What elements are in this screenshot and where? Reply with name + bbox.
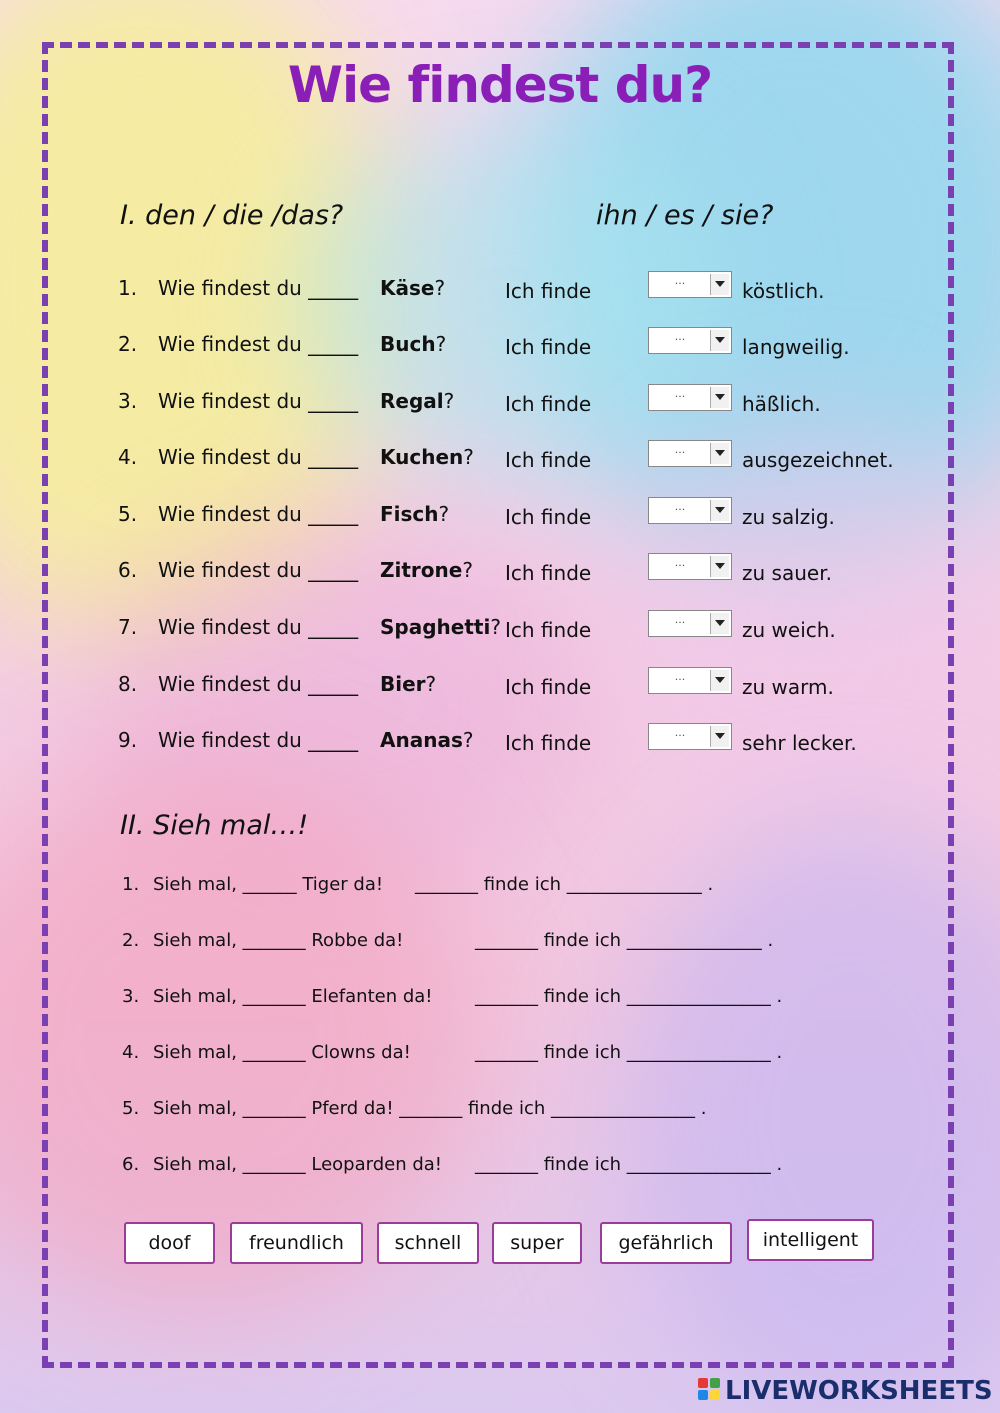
question-noun: Bier? <box>380 672 437 696</box>
sentence-number: 3. <box>122 986 140 1007</box>
question-noun: Kuchen? <box>380 445 474 469</box>
answer-adjective: köstlich. <box>742 279 825 303</box>
chevron-down-icon[interactable] <box>710 670 729 691</box>
answer-prefix: Ich finde <box>505 392 592 416</box>
answer-adjective: zu sauer. <box>742 561 832 585</box>
answer-adjective: ausgezeichnet. <box>742 448 894 472</box>
dropdown-value: ... <box>674 274 686 287</box>
liveworksheets-logo-icon <box>698 1378 722 1402</box>
answer-prefix: Ich finde <box>505 731 592 755</box>
sentence-part-a: Sieh mal, _______ Pferd da! _______ finde ich ________________ . <box>153 1098 707 1119</box>
sentence-part-a: Sieh mal, _______ Clowns da! <box>153 1042 411 1063</box>
question-noun: Regal? <box>380 389 455 413</box>
question-text: Wie findest du _____ <box>158 558 359 582</box>
question-number: 9. <box>118 728 138 752</box>
sentence-part-a: Sieh mal, ______ Tiger da! <box>153 874 384 895</box>
question-noun: Spaghetti? <box>380 615 501 639</box>
question-number: 7. <box>118 615 138 639</box>
word-bank-item[interactable]: super <box>492 1222 582 1264</box>
question-text: Wie findest du _____ <box>158 332 359 356</box>
question-text: Wie findest du _____ <box>158 445 359 469</box>
pronoun-dropdown[interactable] <box>648 384 732 411</box>
sentence-part-b: _______ finde ich ________________ . <box>475 1042 783 1063</box>
sentence-part-a: Sieh mal, _______ Robbe da! <box>153 930 404 951</box>
word-bank-item[interactable]: gefährlich <box>600 1222 732 1264</box>
sentence-part-b: _______ finde ich ________________ . <box>475 1154 783 1175</box>
sentence-part-a: Sieh mal, _______ Leoparden da! <box>153 1154 443 1175</box>
chevron-down-icon[interactable] <box>710 726 729 747</box>
question-number: 2. <box>118 332 138 356</box>
answer-prefix: Ich finde <box>505 448 592 472</box>
answer-adjective: häßlich. <box>742 392 821 416</box>
dropdown-value: ... <box>674 726 686 739</box>
dropdown-value: ... <box>674 443 686 456</box>
question-text: Wie findest du _____ <box>158 672 359 696</box>
question-number: 3. <box>118 389 138 413</box>
section1-subheading: ihn / es / sie? <box>596 200 774 231</box>
liveworksheets-brand <box>698 1376 993 1406</box>
answer-prefix: Ich finde <box>505 618 592 642</box>
dropdown-value: ... <box>674 556 686 569</box>
question-text: Wie findest du _____ <box>158 276 359 300</box>
question-number: 6. <box>118 558 138 582</box>
question-number: 5. <box>118 502 138 526</box>
sentence-part-b: _______ finde ich ________________ . <box>475 986 783 1007</box>
sentence-part-a: Sieh mal, _______ Elefanten da! <box>153 986 433 1007</box>
sentence-number: 2. <box>122 930 140 951</box>
section2-heading: II. Sieh mal…! <box>120 810 309 841</box>
answer-adjective: zu warm. <box>742 675 834 699</box>
sentence-number: 6. <box>122 1154 140 1175</box>
word-bank-item[interactable]: doof <box>124 1222 215 1264</box>
answer-prefix: Ich finde <box>505 675 592 699</box>
dropdown-value: ... <box>674 670 686 683</box>
question-noun: Zitrone? <box>380 558 473 582</box>
sentence-part-b: _______ finde ich _______________ . <box>415 874 714 895</box>
sentence-number: 5. <box>122 1098 140 1119</box>
word-bank-item[interactable]: intelligent <box>747 1219 874 1261</box>
dropdown-value: ... <box>674 500 686 513</box>
pronoun-dropdown[interactable] <box>648 271 732 298</box>
question-number: 1. <box>118 276 138 300</box>
question-noun: Ananas? <box>380 728 474 752</box>
question-number: 8. <box>118 672 138 696</box>
answer-prefix: Ich finde <box>505 505 592 529</box>
answer-adjective: zu salzig. <box>742 505 835 529</box>
question-text: Wie findest du _____ <box>158 502 359 526</box>
pronoun-dropdown[interactable] <box>648 497 732 524</box>
answer-prefix: Ich finde <box>505 279 592 303</box>
pronoun-dropdown[interactable] <box>648 440 732 467</box>
pronoun-dropdown[interactable] <box>648 610 732 637</box>
chevron-down-icon[interactable] <box>710 387 729 408</box>
answer-prefix: Ich finde <box>505 335 592 359</box>
answer-adjective: langweilig. <box>742 335 850 359</box>
chevron-down-icon[interactable] <box>710 613 729 634</box>
pronoun-dropdown[interactable] <box>648 327 732 354</box>
question-text: Wie findest du _____ <box>158 728 359 752</box>
sentence-number: 1. <box>122 874 140 895</box>
word-bank-item[interactable]: schnell <box>377 1222 479 1264</box>
answer-adjective: sehr lecker. <box>742 731 857 755</box>
chevron-down-icon[interactable] <box>710 330 729 351</box>
chevron-down-icon[interactable] <box>710 274 729 295</box>
question-noun: Buch? <box>380 332 447 356</box>
question-text: Wie findest du _____ <box>158 615 359 639</box>
answer-adjective: zu weich. <box>742 618 836 642</box>
chevron-down-icon[interactable] <box>710 556 729 577</box>
dropdown-value: ... <box>674 387 686 400</box>
sentence-number: 4. <box>122 1042 140 1063</box>
question-noun: Fisch? <box>380 502 450 526</box>
section1-heading: I. den / die /das? <box>120 200 344 231</box>
sentence-part-b: _______ finde ich _______________ . <box>475 930 774 951</box>
question-number: 4. <box>118 445 138 469</box>
question-noun: Käse? <box>380 276 446 300</box>
pronoun-dropdown[interactable] <box>648 667 732 694</box>
pronoun-dropdown[interactable] <box>648 553 732 580</box>
page-title: Wie findest du? <box>287 56 713 114</box>
brand-text: LIVEWORKSHEETS <box>725 1376 993 1406</box>
pronoun-dropdown[interactable] <box>648 723 732 750</box>
word-bank-item[interactable]: freundlich <box>230 1222 363 1264</box>
chevron-down-icon[interactable] <box>710 443 729 464</box>
dropdown-value: ... <box>674 330 686 343</box>
dropdown-value: ... <box>674 613 686 626</box>
answer-prefix: Ich finde <box>505 561 592 585</box>
chevron-down-icon[interactable] <box>710 500 729 521</box>
question-text: Wie findest du _____ <box>158 389 359 413</box>
